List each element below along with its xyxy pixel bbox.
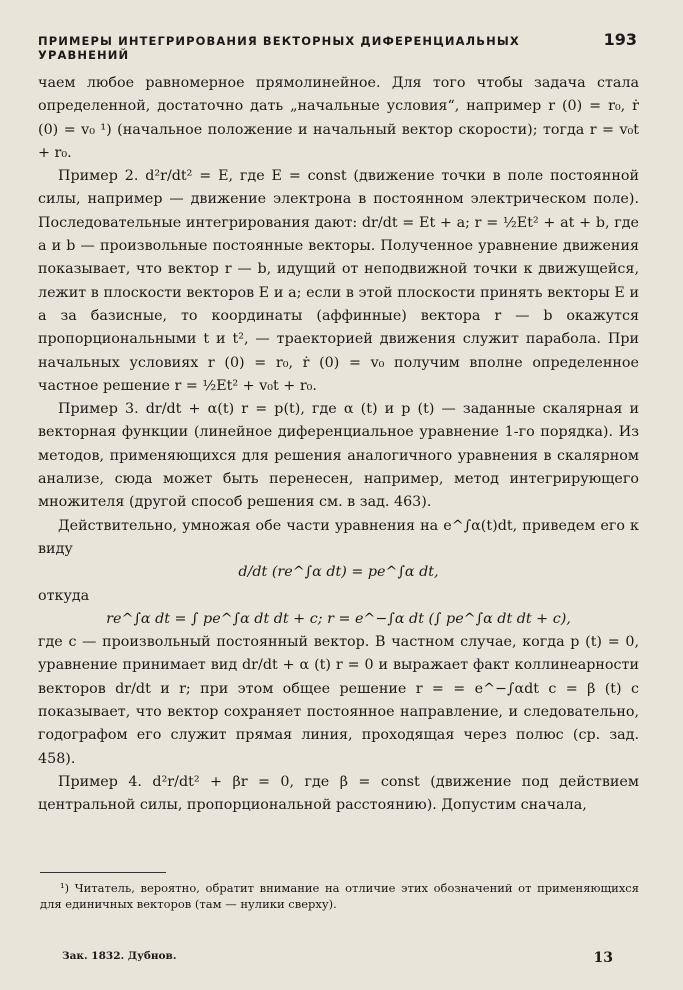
paragraph-whence: откуда: [38, 587, 90, 604]
printer-imprint: Зак. 1832. Дубнов.: [62, 950, 177, 962]
formula-text: d/dt (re^∫α dt) = pe^∫α dt,: [238, 564, 439, 581]
page-number: 193: [603, 30, 637, 49]
main-text: [38, 72, 639, 818]
formula-text: re^∫α dt = ∫ pe^∫α dt dt + c; r = e^−∫α dt (∫ pe^∫α dt dt + c),: [106, 610, 571, 627]
paragraph-continuation: чаем любое равномерное прямолинейное. Для того чтобы задача стала определенной, достаточно дать „начальные условия“, например r (0) = r₀, ṙ (0) = v₀ ¹) (начальное положение и начальный вектор скорости); тогда r = v₀t + r₀.: [38, 75, 639, 161]
footnote-text: ¹) Читатель, вероятно, обратит внимание на отличие этих обозначений от применяющихся для единичных векторов (там — нулики сверху).: [40, 881, 639, 911]
paragraph-constant-vector: где c — произвольный постоянный вектор. В частном случае, когда p (t) = 0, уравнение принимает вид dr/dt + α (t) r = 0 и выражает факт коллинеарности векторов dr/dt и r; при этом общее решение r = = e^−∫αdt c = β (t) c показывает, что вектор сохраняет постоянное направление, и следовательно, годографом его служит прямая линия, проходящая через полюс (ср. зад. 458).: [38, 634, 639, 767]
display-formula-2: [38, 608, 639, 631]
footnote: [40, 880, 639, 912]
footnote-divider: [40, 872, 166, 873]
paragraph-example-4: Пример 4. d²r/dt² + βr = 0, где β = const (движение под действием центральной силы, пропорциональной расстоянию). Допустим сначала,: [38, 773, 639, 814]
paragraph-example-3: Пример 3. dr/dt + α(t) r = p(t), где α (t) и p (t) — заданные скалярная и векторная функции (линейное диференциальное уравнение 1-го порядка). Из методов, применяющихся для решения аналогичного уравнения в скалярном анализе, сюда может быть перенесен, например, метод интегрирующего множителя (другой способ решения см. в зад. 463).: [38, 401, 639, 511]
running-title: ПРИМЕРЫ ИНТЕГРИРОВАНИЯ ВЕКТОРНЫХ ДИФЕРЕНЦИАЛЬНЫХ УРАВНЕНИЙ: [38, 34, 520, 62]
page-header: [38, 30, 637, 62]
paragraph-multiplier: Действительно, умножая обе части уравнения на e^∫α(t)dt, приведем его к виду: [38, 517, 639, 557]
signature-mark: 13: [593, 950, 613, 966]
display-formula-1: [38, 561, 639, 584]
paragraph-example-2: Пример 2. d²r/dt² = E, где E = const (движение точки в поле постоянной силы, например — движение электрона в постоянном электрическом поле). Последовательные интегрирования дают: dr/dt = Et + a; r = ½Et² + at + b, где a и b — произвольные постоянные векторы. Полученное уравнение движения показывает, что вектор r — b, идущий от неподвижной точки к движущейся, лежит в плоскости векторов E и a; если в этой плоскости принять векторы E и a за базисные, то координаты (аффинные) вектора r — b окажутся пропорциональными t и t², — траекторией движения служит парабола. При начальных условиях r (0) = r₀, ṙ (0) = v₀ получим вполне определенное частное решение r = ½Et² + v₀t + r₀.: [38, 168, 639, 394]
